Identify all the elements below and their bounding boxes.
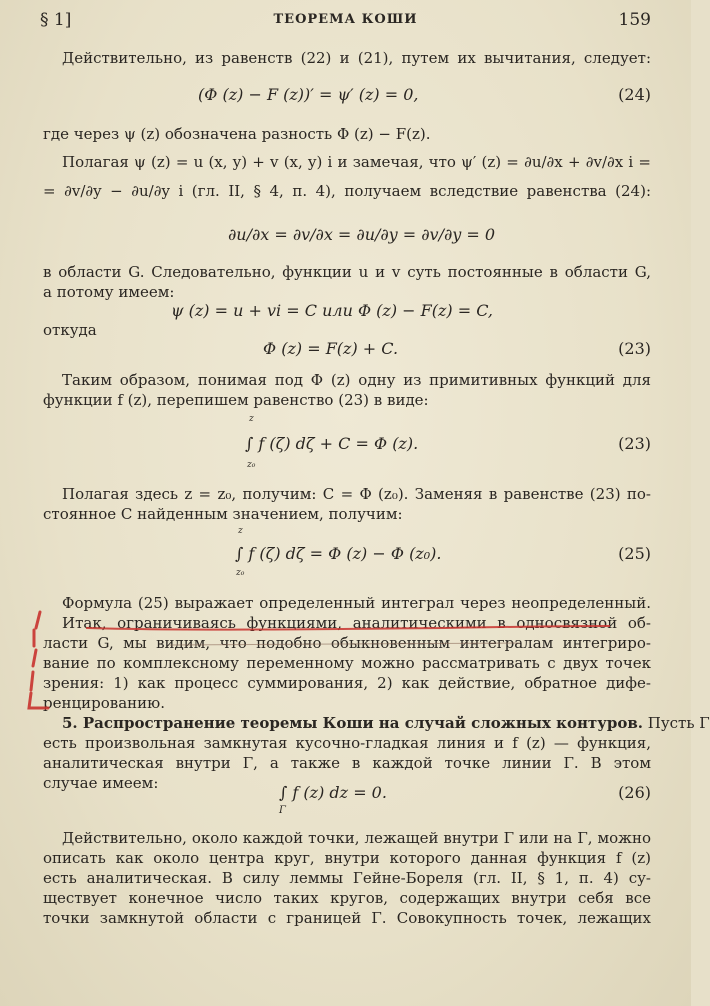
integral-lower-limit: z₀ (236, 568, 245, 578)
formula-text: ∫ f (z) dz = 0. (279, 783, 387, 802)
text-line: Полагая здесь z = z₀, получим: C = Φ (z₀). Заменяя в равенстве (23) по- (62, 485, 651, 503)
text-line: аналитическая внутри Γ, а также в каждой точке линии Γ. В этом (43, 754, 651, 772)
formula-text: ∂u/∂x = ∂v/∂x = ∂u/∂y = ∂v/∂y = 0 (228, 225, 496, 244)
text-line: стоянное C найденным значением, получим: (43, 505, 403, 523)
equation-number: (23) (618, 434, 651, 453)
text-line: вание по комплексному переменному можно рассматривать с двух точек (43, 654, 651, 672)
formula-26 (43, 775, 651, 825)
running-title: ТЕОРЕМА КОШИ (273, 12, 418, 27)
integral-lower-limit: z₀ (247, 460, 256, 470)
text-line: = ∂v/∂y − ∂u/∂y i (гл. II, § 4, п. 4), получаем вследствие равенства (24): (43, 182, 651, 200)
text-line: ласти G, мы видим, что подобно обыкновенным интегралам интегриро- (43, 634, 651, 652)
text-line: точки замкнутой области с границей Γ. Совокупность точек, лежащих (43, 909, 651, 927)
text-line: Полагая ψ (z) = u (x, y) + v (x, y) i и замечая, что ψ′ (z) = ∂u/∂x + ∂v/∂x i = (62, 153, 651, 171)
integral-contour-label: Γ (279, 805, 286, 816)
formula-23 (43, 339, 651, 361)
formula-text: ∫ f (ζ) dζ + C = Φ (z). (245, 434, 419, 453)
text-line: описать как около центра круг, внутри которого данная функция f (z) (43, 849, 651, 867)
text-line: в области G. Следовательно, функции u и v суть постоянные в области G, (43, 263, 651, 281)
text-line: Итак, ограничиваясь функциями, аналитическими в односвязной об- (62, 614, 651, 632)
text-line: ренцированию. (43, 694, 165, 712)
text-line: Таким образом, понимая под Φ (z) одну из примитивных функций для (62, 371, 651, 389)
integral-upper-limit: z (238, 526, 243, 536)
text-span: Пусть Γ (642, 714, 710, 732)
text-line: Действительно, из равенств (22) и (21), путем их вычитания, следует: (62, 49, 651, 67)
section-marker: § 1] (40, 10, 72, 30)
formula-24 (43, 85, 651, 109)
text-line: функции f (z), перепишем равенство (23) в виде: (43, 391, 429, 409)
equation-number: (26) (618, 783, 651, 802)
formula-text: (Φ (z) − F (z))′ = ψ′ (z) = 0, (198, 85, 419, 104)
text-line: Формула (25) выражает определенный интеграл через неопределенный. (62, 594, 651, 612)
section-heading: 5. Распространение теоремы Коши на случай сложных контуров. (62, 714, 643, 732)
formula-text: Φ (z) = F(z) + C. (263, 339, 399, 358)
text-line: зрения: 1) как процесс суммирования, 2) как действие, обратное дифе- (43, 674, 651, 692)
text-line: есть произвольная замкнутая кусочно-гладкая линия и f (z) — функция, (43, 734, 651, 752)
section-heading-line (62, 713, 710, 733)
integral-upper-limit: z (249, 414, 254, 424)
equation-number: (23) (618, 339, 651, 358)
formula-partials (43, 225, 651, 249)
text-line: где через ψ (z) обозначена разность Φ (z) − F(z). (43, 125, 431, 143)
formula-text: ψ (z) = u + vi = C или Φ (z) − F(z) = C, (171, 301, 493, 320)
text-line: случае имеем: (43, 774, 159, 792)
text-line: есть аналитическая. В силу леммы Гейне-Бореля (гл. II, § 1, п. 4) су- (43, 869, 651, 887)
formula-25 (43, 526, 651, 582)
formula-23-integral (43, 414, 651, 472)
text-line: а потому имеем: (43, 283, 175, 301)
page-number: 159 (618, 10, 651, 30)
text-line: Действительно, около каждой точки, лежащей внутри Γ или на Γ, можно (62, 829, 651, 847)
formula-text: ∫ f (ζ) dζ = Φ (z) − Φ (z₀). (235, 544, 442, 563)
equation-number: (24) (618, 85, 651, 104)
equation-number: (25) (618, 544, 651, 563)
text-line: ществует конечное число таких кругов, содержащих внутри себя все (43, 889, 651, 907)
text-line: откуда (43, 321, 97, 339)
page-header (40, 10, 651, 36)
